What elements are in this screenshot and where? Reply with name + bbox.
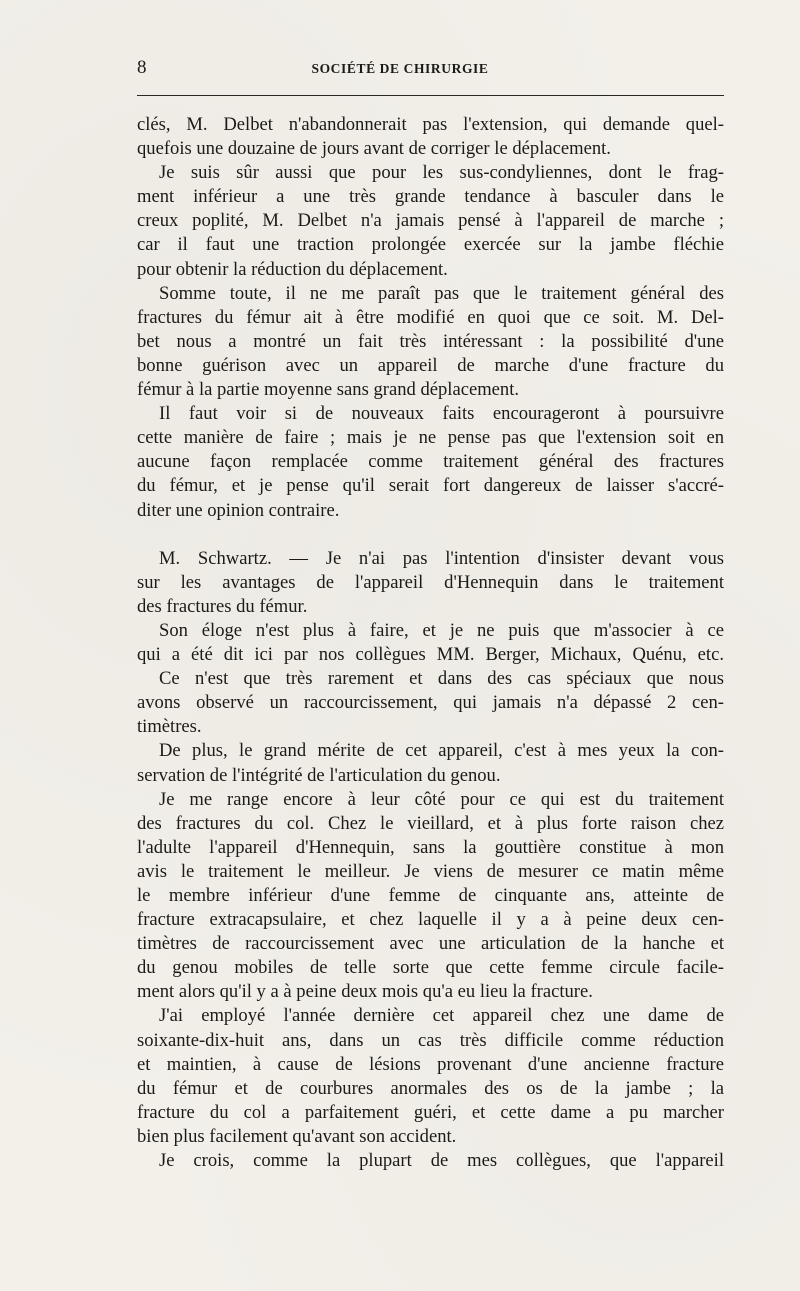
text-line: clés, M. Delbet n'abandonnerait pas l'extension, qui demande quel- xyxy=(137,114,724,135)
text-line: bonne guérison avec un appareil de marche d'une fracture du xyxy=(137,354,724,376)
text-line: l'adulte l'appareil d'Hennequin, sans la gouttière constitue à mon xyxy=(137,836,724,858)
text-line: timètres de raccourcissement avec une articulation de la hanche et xyxy=(137,933,724,955)
text-line: qui a été dit ici par nos collègues MM. Berger, Michaux, Quénu, etc. xyxy=(137,644,724,666)
text-line: quefois une douzaine de jours avant de corriger le déplacement. xyxy=(137,138,611,160)
text-line: timètres. xyxy=(137,716,202,738)
text-line: ment inférieur a une très grande tendance à basculer dans le xyxy=(137,186,724,208)
text-line: fracture du col a parfaitement guéri, et cette dame a pu marcher xyxy=(137,1101,724,1123)
text-line: avis le traitement le meilleur. Je viens de mesurer ce matin même xyxy=(137,860,724,882)
text-line: ment alors qu'il y a à peine deux mois qu'a eu lieu la fracture. xyxy=(137,981,593,1003)
text-line: des fractures du col. Chez le vieillard, et à plus forte raison chez xyxy=(137,812,724,834)
page-number: 8 xyxy=(137,57,147,78)
body-text xyxy=(137,113,724,1173)
text-line: cette manière de faire ; mais je ne pense pas que l'extension soit en xyxy=(137,427,724,449)
running-title: SOCIÉTÉ DE CHIRURGIE xyxy=(311,61,489,76)
text-line: J'ai employé l'année dernière cet appareil chez une dame de xyxy=(159,1005,724,1027)
text-line: le membre inférieur d'une femme de cinquante ans, atteinte de xyxy=(137,885,724,906)
text-line: pour obtenir la réduction du déplacement. xyxy=(137,258,448,280)
text-line: bet nous a montré un fait très intéressant : la possibilité d'une xyxy=(137,330,724,352)
text-line: des fractures du fémur. xyxy=(137,595,308,617)
text-line: Somme toute, il ne me paraît pas que le traitement général des xyxy=(159,282,724,304)
text-line: creux poplité, M. Delbet n'a jamais pensé à l'appareil de marche ; xyxy=(137,210,724,232)
text-line: Son éloge n'est plus à faire, et je ne puis que m'associer à ce xyxy=(159,619,724,641)
text-line: Il faut voir si de nouveaux faits encourageront à poursuivre xyxy=(159,403,724,425)
text-line: fémur à la partie moyenne sans grand déplacement. xyxy=(137,379,520,401)
header-rule xyxy=(137,95,724,96)
text-line: car il faut une traction prolongée exercée sur la jambe fléchie xyxy=(137,234,724,256)
text-line: sur les avantages de l'appareil d'Hennequin dans le traitement xyxy=(137,571,724,593)
text-line: du fémur et de courbures anormales des os de la jambe ; la xyxy=(137,1077,724,1099)
paragraph-gap xyxy=(137,523,724,547)
text-line: Je crois, comme la plupart de mes collègues, que l'appareil xyxy=(159,1150,724,1172)
text-line: du fémur, et je pense qu'il serait fort dangereux de laisser s'accré- xyxy=(137,475,724,497)
text-line: Je me range encore à leur côté pour ce qui est du traitement xyxy=(159,788,724,810)
text-line: servation de l'intégrité de l'articulation du genou. xyxy=(137,764,501,786)
text-line: et maintien, à cause de lésions provenant d'une ancienne fracture xyxy=(137,1053,724,1075)
text-line: Ce n'est que très rarement et dans des cas spéciaux que nous xyxy=(159,668,724,690)
text-line: fractures du fémur ait à être modifié en quoi que ce soit. M. Del- xyxy=(137,306,724,328)
text-line: soixante-dix-huit ans, dans un cas très difficile comme réduction xyxy=(137,1029,724,1051)
text-line: M. Schwartz. — Je n'ai pas l'intention d'insister devant vous xyxy=(159,547,724,569)
text-line: Je suis sûr aussi que pour les sus-condyliennes, dont le frag- xyxy=(159,162,724,184)
text-line: aucune façon remplacée comme traitement général des fractures xyxy=(137,451,724,473)
text-line: bien plus facilement qu'avant son accident. xyxy=(137,1125,457,1147)
text-line: fracture extracapsulaire, et chez laquelle il y a à peine deux cen- xyxy=(137,909,724,931)
text-line: avons observé un raccourcissement, qui jamais n'a dépassé 2 cen- xyxy=(137,692,724,714)
text-line: De plus, le grand mérite de cet appareil, c'est à mes yeux la con- xyxy=(159,740,724,762)
text-line: diter une opinion contraire. xyxy=(137,499,340,521)
text-line: du genou mobiles de telle sorte que cette femme circule facile- xyxy=(137,957,724,979)
